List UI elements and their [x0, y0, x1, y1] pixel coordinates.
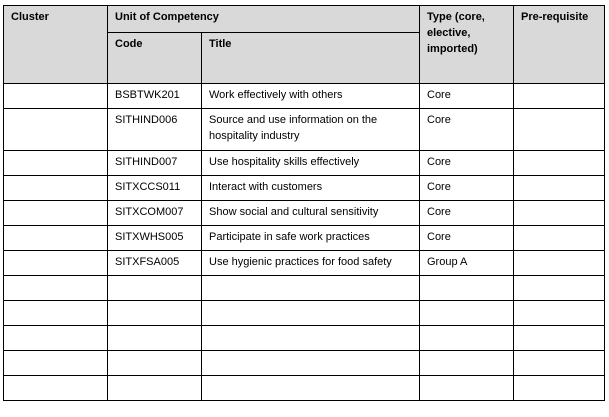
cell-code	[108, 376, 202, 401]
cell-type: Core	[420, 84, 514, 109]
cell-code	[108, 301, 202, 326]
header-row-top	[4, 6, 605, 33]
table-row	[4, 201, 605, 226]
table-row	[4, 251, 605, 276]
table-row	[4, 151, 605, 176]
cell-cluster	[4, 84, 108, 109]
cell-type	[420, 326, 514, 351]
cell-type: Core	[420, 151, 514, 176]
cell-cluster	[4, 326, 108, 351]
cell-type: Core	[420, 201, 514, 226]
cell-title	[202, 301, 420, 326]
cell-prerequisite	[514, 326, 605, 351]
cell-type: Core	[420, 109, 514, 151]
table-row	[4, 176, 605, 201]
cell-prerequisite	[514, 351, 605, 376]
table-row	[4, 109, 605, 151]
header-prerequisite: Pre-requisite	[514, 6, 605, 84]
table-row-empty	[4, 301, 605, 326]
cell-code: SITXFSA005	[108, 251, 202, 276]
cell-prerequisite	[514, 226, 605, 251]
cell-cluster	[4, 109, 108, 151]
header-type: Type (core, elective, imported)	[420, 6, 514, 84]
cell-code: SITXCCS011	[108, 176, 202, 201]
cell-title	[202, 326, 420, 351]
cell-prerequisite	[514, 251, 605, 276]
cell-prerequisite	[514, 84, 605, 109]
table-row-empty	[4, 326, 605, 351]
cell-type	[420, 301, 514, 326]
cell-type	[420, 351, 514, 376]
cell-title: Use hospitality skills effectively	[202, 151, 420, 176]
cell-code: SITHIND006	[108, 109, 202, 151]
cell-code	[108, 351, 202, 376]
cell-cluster	[4, 351, 108, 376]
cell-cluster	[4, 226, 108, 251]
cell-code: BSBTWK201	[108, 84, 202, 109]
cell-type: Group A	[420, 251, 514, 276]
table-row-empty	[4, 351, 605, 376]
cell-prerequisite	[514, 201, 605, 226]
cell-title	[202, 276, 420, 301]
cell-type	[420, 276, 514, 301]
cell-prerequisite	[514, 176, 605, 201]
cell-title	[202, 351, 420, 376]
cell-prerequisite	[514, 151, 605, 176]
cell-cluster	[4, 376, 108, 401]
cell-title: Work effectively with others	[202, 84, 420, 109]
cell-title: Show social and cultural sensitivity	[202, 201, 420, 226]
cell-type	[420, 376, 514, 401]
cell-title: Participate in safe work practices	[202, 226, 420, 251]
cell-code: SITHIND007	[108, 151, 202, 176]
cell-cluster	[4, 176, 108, 201]
cell-prerequisite	[514, 376, 605, 401]
cell-type: Core	[420, 176, 514, 201]
table-row	[4, 226, 605, 251]
cell-code: SITXCOM007	[108, 201, 202, 226]
cell-title: Source and use information on the hospitality industry	[202, 109, 420, 151]
header-code: Code	[108, 33, 202, 84]
cell-cluster	[4, 276, 108, 301]
table-row	[4, 84, 605, 109]
cell-prerequisite	[514, 301, 605, 326]
cell-title	[202, 376, 420, 401]
cell-code: SITXWHS005	[108, 226, 202, 251]
cell-prerequisite	[514, 109, 605, 151]
cell-title: Use hygienic practices for food safety	[202, 251, 420, 276]
cell-type: Core	[420, 226, 514, 251]
cell-cluster	[4, 301, 108, 326]
table-row-empty	[4, 276, 605, 301]
cell-cluster	[4, 151, 108, 176]
header-title: Title	[202, 33, 420, 84]
header-cluster: Cluster	[4, 6, 108, 84]
cell-cluster	[4, 251, 108, 276]
cell-prerequisite	[514, 276, 605, 301]
cell-cluster	[4, 201, 108, 226]
cell-code	[108, 326, 202, 351]
units-of-competency-table	[3, 5, 605, 401]
cell-title: Interact with customers	[202, 176, 420, 201]
table-row-empty	[4, 376, 605, 401]
header-unit-of-competency: Unit of Competency	[108, 6, 420, 33]
cell-code	[108, 276, 202, 301]
